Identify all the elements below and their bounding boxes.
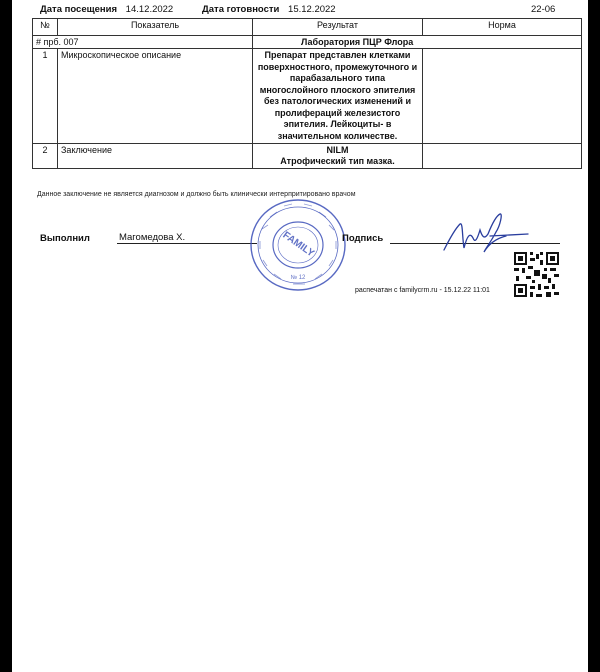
row-number: 2	[33, 144, 58, 169]
row-result: Препарат представлен клетками поверхностного, промежуточного и парабазального типа многослойного плоского эпителия без патологических изменений и пролифераций железистого эпителия. Лейкоциты- в значительном количестве.	[253, 49, 423, 144]
visit-date: 14.12.2022	[125, 4, 174, 15]
ready-label: Дата готовности	[202, 4, 280, 15]
ready-date-line	[202, 4, 336, 15]
performer-name: Магомедова Х.	[119, 232, 186, 243]
table-row	[33, 144, 582, 169]
column-header-indicator: Показатель	[58, 19, 253, 36]
visit-date-line	[40, 4, 173, 15]
row-indicator: Микроскопическое описание	[58, 49, 253, 144]
column-header-number: №	[33, 19, 58, 36]
lab-title-row	[33, 36, 582, 49]
result-code: NILM	[326, 145, 349, 155]
handwritten-signature-icon	[440, 210, 530, 255]
seal-stamp-icon	[248, 197, 348, 293]
performed-label: Выполнил	[40, 233, 90, 244]
table-header-row	[33, 19, 582, 36]
performer-line	[117, 243, 257, 244]
qr-code-icon	[514, 252, 559, 297]
stamp-center-text: FAMILY	[280, 229, 317, 260]
row-result	[253, 144, 423, 169]
document-page	[12, 0, 588, 672]
stamp-number: № 12	[290, 275, 306, 281]
document-code: 22-06	[531, 4, 556, 15]
column-header-norm: Норма	[423, 19, 582, 36]
result-conclusion: Атрофический тип мазка.	[280, 156, 395, 166]
results-table	[32, 18, 582, 169]
row-norm	[423, 49, 582, 144]
ready-date: 15.12.2022	[288, 4, 336, 15]
lab-title: Лаборатория ПЦР Флора	[253, 36, 582, 49]
row-indicator: Заключение	[58, 144, 253, 169]
disclaimer: Данное заключение не является диагнозом и должно быть клинически интерпритировано врачом	[37, 191, 356, 198]
table-row	[33, 49, 582, 144]
row-norm	[423, 144, 582, 169]
visit-label: Дата посещения	[40, 4, 118, 15]
column-header-result: Результат	[253, 19, 423, 36]
sign-label: Подпись	[342, 233, 384, 244]
row-number: 1	[33, 49, 58, 144]
sample-number: # прб. 007	[33, 36, 253, 49]
printed-note: распечатан с familycrm.ru - 15.12.22 11:01	[355, 287, 490, 294]
